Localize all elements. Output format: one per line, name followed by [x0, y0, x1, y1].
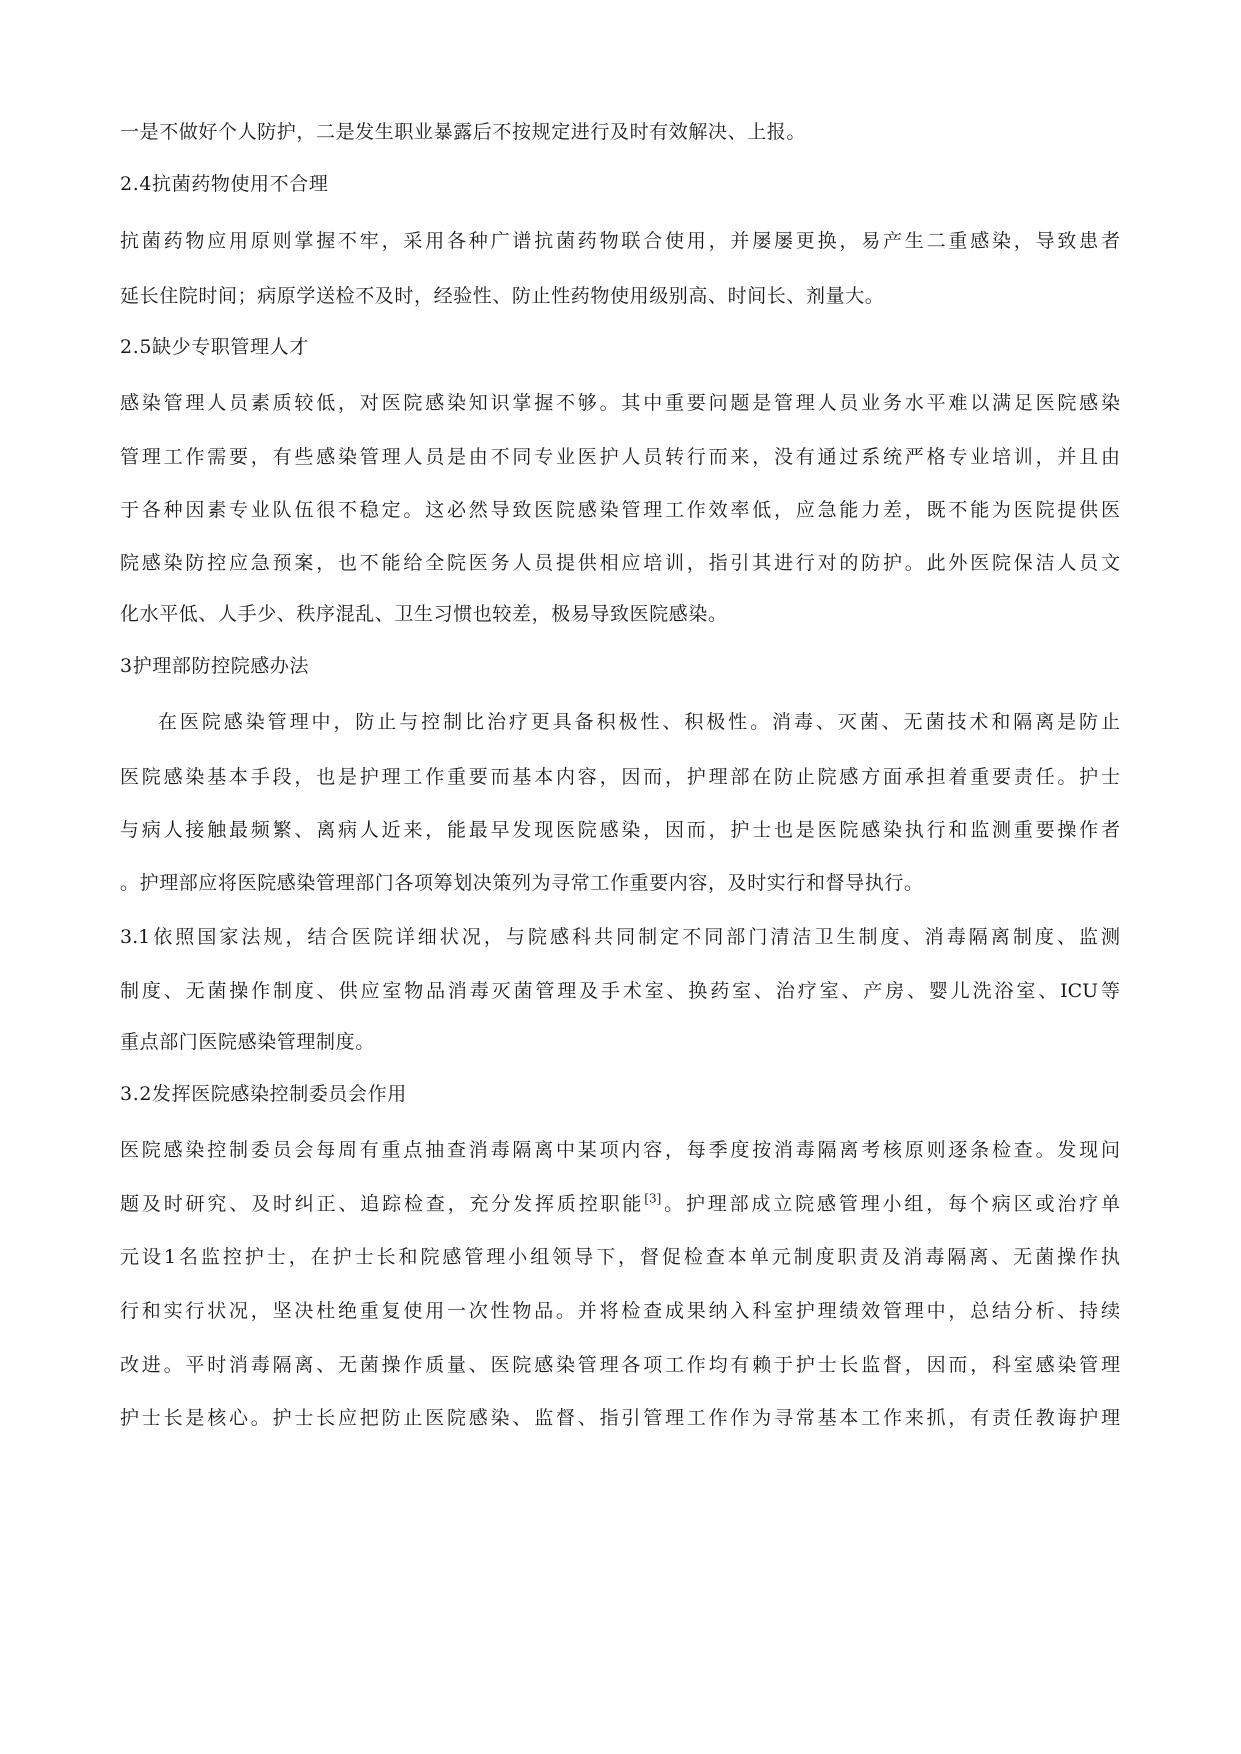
paragraph-line: 重点部门医院感染管理制度。	[120, 1031, 375, 1053]
paragraph-line: 延长住院时间；病原学送检不及时，经验性、防止性药物使用级别高、时间长、剂量大。	[120, 285, 885, 307]
paragraph-line: 院感染防控应急预案，也不能给全院医务人员提供相应培训，指引其进行对的防护。此外医院保洁人员文	[120, 552, 1120, 574]
paragraph-line: 元设1名监控护士，在护士长和院感管理小组领导下，督促检查本单元制度职责及消毒隔离、无菌操作执	[120, 1246, 1120, 1268]
paragraph-line: 护士长是核心。护士长应把防止医院感染、监督、指引管理工作作为寻常基本工作来抓，有责任教诲护理	[120, 1407, 1120, 1429]
paragraph-line: 感染管理人员素质较低，对医院感染知识掌握不够。其中重要问题是管理人员业务水平难以满足医院感染	[120, 392, 1120, 414]
paragraph-line: 于各种因素专业队伍很不稳定。这必然导致医院感染管理工作效率低，应急能力差，既不能为医院提供医	[120, 499, 1120, 521]
paragraph-line-with-citation	[120, 1191, 1120, 1217]
paragraph-line: 与病人接触最频繁、离病人近来，能最早发现医院感染，因而，护士也是医院感染执行和监测重要操作者	[120, 819, 1120, 841]
paragraph-line: 改进。平时消毒隔离、无菌操作质量、医院感染管理各项工作均有赖于护士长监督，因而，科室感染管理	[120, 1354, 1120, 1376]
line-text-after-citation: 。护理部成立院感管理小组，每个病区或治疗单	[661, 1193, 1120, 1215]
paragraph-line: 抗菌药物应用原则掌握不牢，采用各种广谱抗菌药物联合使用，并屡屡更换，易产生二重感染，导致患者	[120, 230, 1120, 252]
section-heading-2-4: 2.4抗菌药物使用不合理	[120, 173, 329, 195]
paragraph-line: 一是不做好个人防护，二是发生职业暴露后不按规定进行及时有效解决、上报。	[120, 121, 807, 143]
paragraph-line: 。护理部应将医院感染管理部门各项筹划决策列为寻常工作重要内容，及时实行和督导执行。	[120, 872, 924, 894]
line-text-before-citation: 题及时研究、及时纠正、追踪检查，充分发挥质控职能	[120, 1193, 645, 1215]
citation-reference: [3]	[644, 1191, 662, 1206]
paragraph-line: 行和实行状况，坚决杜绝重复使用一次性物品。并将检查成果纳入科室护理绩效管理中，总结分析、持续	[120, 1300, 1120, 1322]
paragraph-line: 制度、无菌操作制度、供应室物品消毒灭菌管理及手术室、换药室、治疗室、产房、婴儿洗浴室、ICU等	[120, 980, 1120, 1002]
paragraph-line-indented: 在医院感染管理中，防止与控制比治疗更具备积极性、积极性。消毒、灭菌、无菌技术和隔离是防止	[158, 711, 1120, 733]
paragraph-line: 医院感染基本手段，也是护理工作重要而基本内容，因而，护理部在防止院感方面承担着重要责任。护士	[120, 766, 1120, 788]
section-heading-2-5: 2.5缺少专职管理人才	[120, 336, 309, 358]
paragraph-line: 管理工作需要，有些感染管理人员是由不同专业医护人员转行而来，没有通过系统严格专业培训，并且由	[120, 446, 1120, 468]
paragraph-line: 3.1依照国家法规，结合医院详细状况，与院感科共同制定不同部门清洁卫生制度、消毒隔离制度、监测	[120, 926, 1120, 948]
section-heading-3-2: 3.2发挥医院感染控制委员会作用	[120, 1083, 407, 1105]
paragraph-line: 医院感染控制委员会每周有重点抽查消毒隔离中某项内容，每季度按消毒隔离考核原则逐条检查。发现问	[120, 1139, 1120, 1161]
section-heading-3: 3护理部防控院感办法	[120, 655, 310, 677]
paragraph-line: 化水平低、人手少、秩序混乱、卫生习惯也较差，极易导致医院感染。	[120, 603, 728, 625]
